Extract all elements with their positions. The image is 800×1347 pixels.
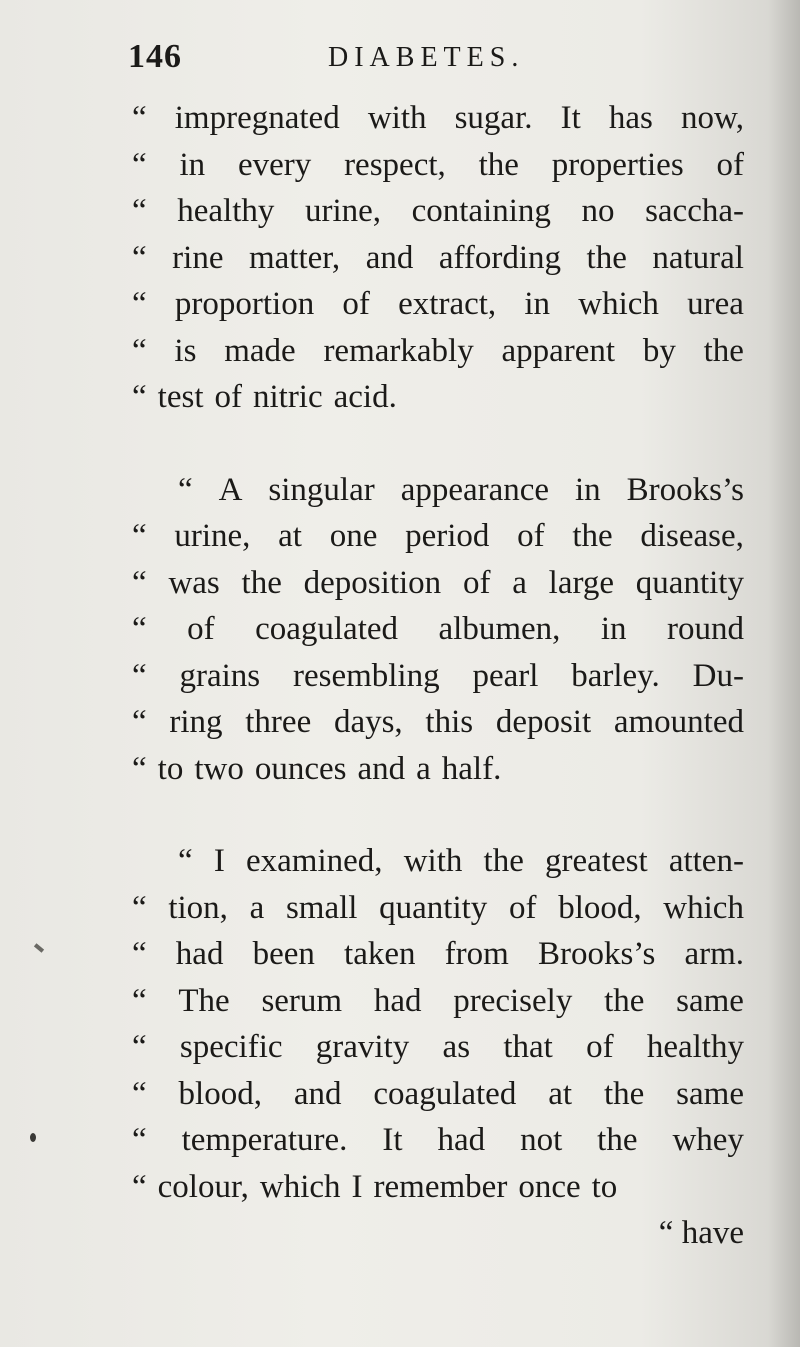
text-line: “ of coagulated albumen, in round — [132, 611, 744, 647]
text-line: “ is made remarkably apparent by the — [132, 332, 744, 369]
text-line: “ had been taken from Brooks’s arm. — [132, 936, 744, 972]
text-line: “ ring three days, this deposit amounted — [132, 704, 744, 740]
text-line: “ temperature. It had not the whey — [132, 1122, 744, 1158]
paragraph — [132, 467, 744, 793]
paragraph — [132, 95, 744, 421]
text-line: “ healthy urine, containing no saccha- — [132, 193, 744, 229]
text-line: “ specific gravity as that of healthy — [132, 1029, 744, 1065]
text-line: “ grains resembling pearl barley. Du- — [132, 657, 744, 694]
text-line: “ was the deposition of a large quantity — [132, 564, 744, 601]
text-line: “ tion, a small quantity of blood, which — [132, 889, 744, 926]
paragraph — [132, 838, 744, 1210]
text-line: “ urine, at one period of the disease, — [132, 518, 744, 554]
text-line: “ in every respect, the properties of — [132, 146, 744, 183]
text-line: “ The serum had precisely the same — [132, 982, 744, 1019]
text-line: “ I examined, with the greatest atten- — [178, 843, 744, 879]
text-line: “ rine matter, and affording the natural — [132, 239, 744, 276]
running-title: DIABETES. — [328, 42, 525, 73]
text-line: “ A singular appearance in Brooks’s — [178, 471, 744, 508]
text-line: “ impregnated with sugar. It has now, — [132, 100, 744, 136]
page-header — [128, 38, 748, 82]
catchword: “ have — [658, 1215, 744, 1251]
text-line: “ proportion of extract, in which urea — [132, 286, 744, 322]
text-line: “ test of nitric acid. — [132, 379, 397, 415]
text-line: “ colour, which I remember once to — [132, 1168, 618, 1205]
page-number: 146 — [128, 38, 182, 75]
page-blemish — [34, 943, 44, 952]
ink-spot — [30, 1133, 36, 1142]
body-text — [132, 95, 744, 1257]
text-line: “ to two ounces and a half. — [132, 750, 502, 787]
text-line: “ blood, and coagulated at the same — [132, 1075, 744, 1112]
